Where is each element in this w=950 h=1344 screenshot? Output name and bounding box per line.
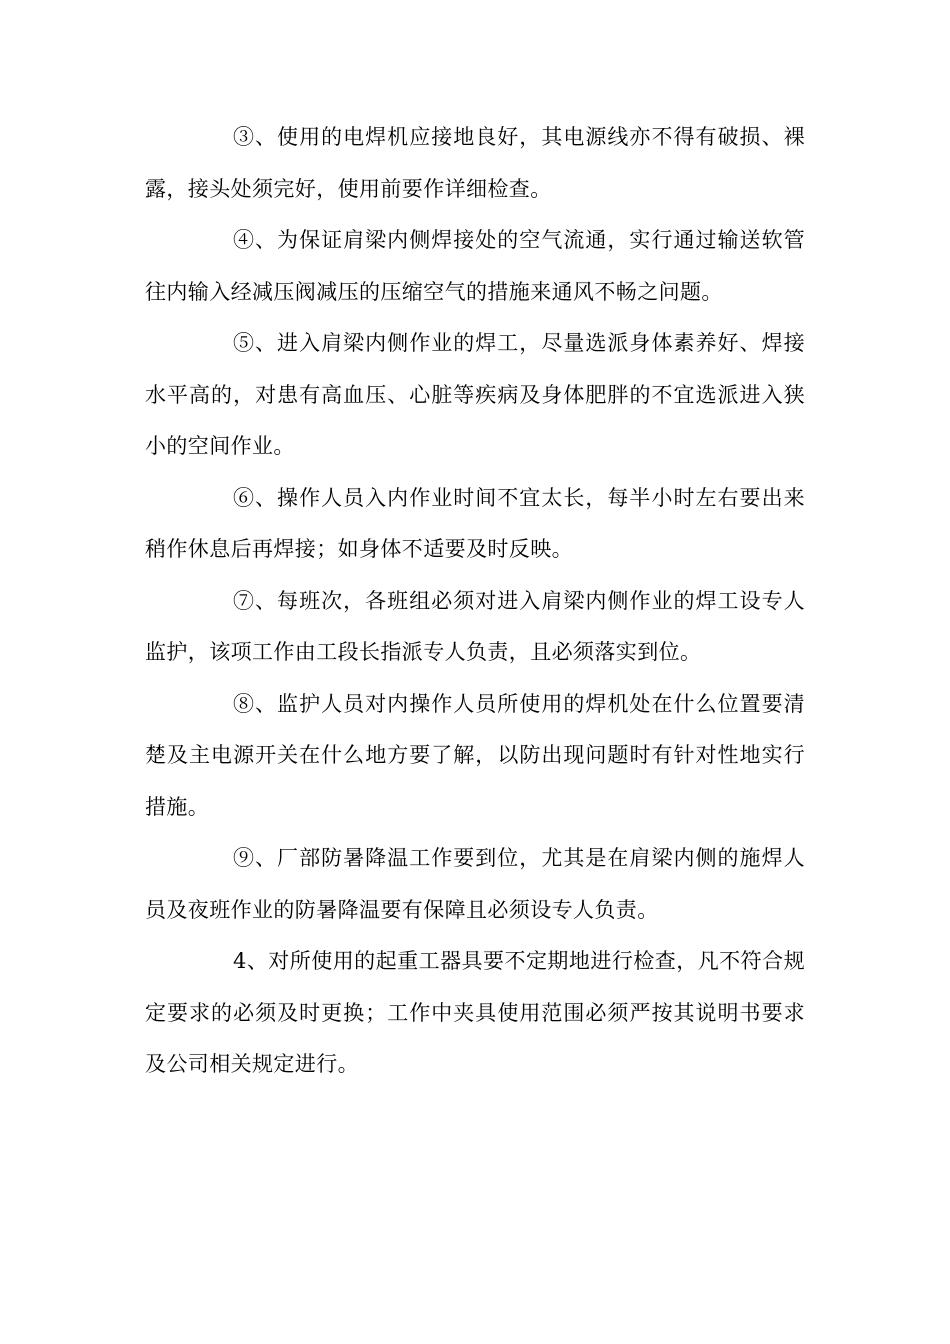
paragraph-item-5: ⑤、进入肩梁内侧作业的焊工，尽量选派身体素养好、焊接水平高的，对患有高血压、心脏等疾病及身体肥胖的不宜选派进入狭小的空间作业。 (145, 331, 805, 458)
paragraph-item-6: ⑥、操作人员入内作业时间不宜太长，每半小时左右要出来稍作休息后再焊接；如身体不适要及时反映。 (145, 485, 805, 561)
paragraph-item-9: ⑨、厂部防暑降温工作要到位，尤其是在肩梁内侧的施焊人员及夜班作业的防暑降温要有保障且必须设专人负责。 (145, 846, 805, 922)
paragraph-item-4: ④、为保证肩梁内侧焊接处的空气流通，实行通过输送软管往内输入经减压阀减压的压缩空气的措施来通风不畅之问题。 (145, 228, 805, 304)
paragraph-section-4: 4、对所使用的起重工器具要不定期地进行检查，凡不符合规定要求的必须及时更换；工作中夹具使用范围必须严按其说明书要求及公司相关规定进行。 (145, 949, 805, 1076)
paragraph-item-7: ⑦、每班次，各班组必须对进入肩梁内侧作业的焊工设专人监护，该项工作由工段长指派专人负责，且必须落实到位。 (145, 588, 805, 664)
paragraph-item-3: ③、使用的电焊机应接地良好，其电源线亦不得有破损、裸露，接头处须完好，使用前要作详细检查。 (145, 125, 805, 201)
paragraph-item-8: ⑧、监护人员对内操作人员所使用的焊机处在什么位置要清楚及主电源开关在什么地方要了解，以防出现问题时有针对性地实行措施。 (145, 691, 805, 819)
document-body (145, 112, 805, 1091)
